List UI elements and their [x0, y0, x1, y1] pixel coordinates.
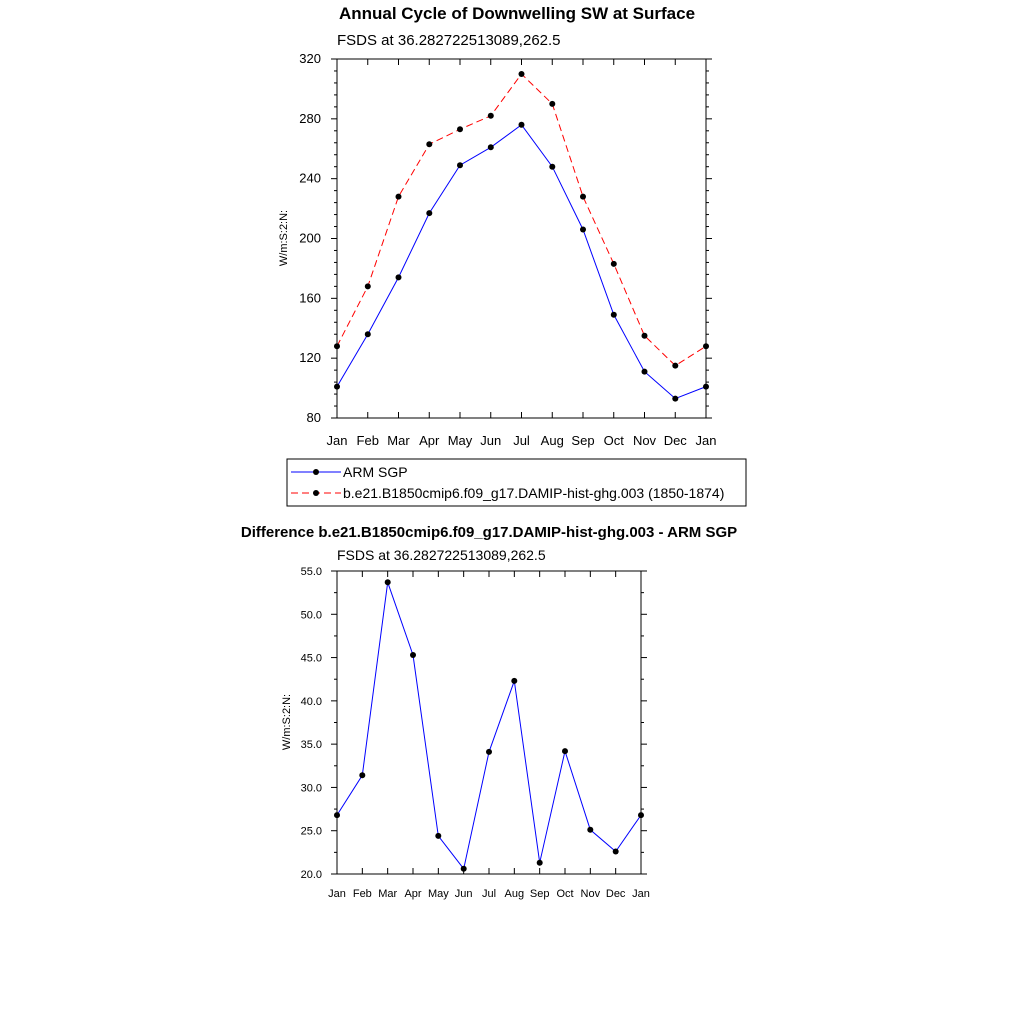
- data-point: [549, 101, 555, 107]
- y-tick-label: 280: [299, 110, 321, 126]
- y-tick-label: 30.0: [300, 782, 322, 795]
- x-tick-label: Jan: [328, 888, 346, 900]
- data-point: [537, 860, 543, 866]
- data-point: [488, 113, 494, 119]
- y-tick-label: 25.0: [300, 825, 322, 838]
- chart-title: Annual Cycle of Downwelling SW at Surface: [338, 4, 696, 23]
- data-point: [488, 144, 494, 150]
- x-tick-label: May: [427, 888, 449, 900]
- data-point: [385, 579, 391, 585]
- x-tick-label: Jan: [326, 433, 348, 448]
- data-point: [638, 812, 644, 818]
- x-tick-label: Oct: [556, 888, 574, 900]
- y-tick-label: 45.0: [300, 652, 322, 665]
- data-point: [396, 194, 402, 200]
- x-tick-label: Apr: [419, 433, 440, 448]
- y-tick-label: 55.0: [300, 566, 322, 578]
- series-line-1: [337, 74, 706, 366]
- x-tick-label: Aug: [540, 433, 564, 448]
- y-tick-label: 80: [306, 410, 321, 425]
- data-point: [365, 331, 371, 337]
- y-tick-label: 160: [299, 290, 321, 306]
- data-point: [703, 343, 709, 349]
- data-point: [457, 126, 463, 132]
- chart-subtitle: FSDS at 36.282722513089,262.5: [337, 547, 546, 563]
- y-tick-label: 200: [299, 230, 321, 246]
- plot-frame: [337, 571, 641, 874]
- x-tick-labels: [328, 888, 650, 900]
- series-markers: [334, 71, 709, 402]
- data-point: [457, 162, 463, 168]
- annual-cycle-chart: [278, 4, 746, 506]
- x-tick-label: Nov: [632, 433, 657, 448]
- chart-subtitle: FSDS at 36.282722513089,262.5: [337, 32, 561, 49]
- legend-swatch-marker: [313, 490, 319, 496]
- axis-ticks: [331, 571, 647, 874]
- y-tick-label: 50.0: [300, 609, 322, 622]
- y-tick-label: 320: [299, 51, 321, 66]
- x-tick-label: Apr: [404, 888, 422, 900]
- x-tick-label: Dec: [605, 888, 626, 900]
- x-tick-label: Jul: [481, 888, 497, 900]
- axis-ticks: [331, 59, 712, 418]
- x-tick-label: Sep: [529, 888, 550, 900]
- data-point: [334, 812, 340, 818]
- x-tick-label: Jun: [454, 888, 473, 900]
- x-tick-label: Jan: [695, 433, 717, 448]
- x-tick-label: Jun: [480, 433, 502, 448]
- difference-chart: [241, 524, 737, 900]
- y-tick-label: 20.0: [300, 869, 322, 881]
- x-tick-label: Jan: [632, 888, 650, 900]
- y-axis-label: W/m:S:2:N:: [278, 209, 290, 267]
- plot-frame: [337, 59, 706, 418]
- data-point: [672, 396, 678, 402]
- x-tick-labels: [327, 433, 717, 448]
- data-point: [642, 333, 648, 339]
- y-axis-label: W/m:S:2:N:: [281, 693, 293, 751]
- data-point: [611, 312, 617, 318]
- legend-entry-arm-sgp: [291, 464, 408, 480]
- data-point: [334, 384, 340, 390]
- y-tick-label: 40.0: [300, 695, 322, 708]
- legend: [287, 459, 746, 506]
- x-tick-label: Nov: [580, 888, 601, 900]
- data-point: [486, 749, 492, 755]
- data-point: [410, 652, 416, 658]
- x-tick-label: Mar: [387, 433, 410, 448]
- data-point: [613, 849, 619, 855]
- x-tick-label: Dec: [663, 433, 687, 448]
- data-point: [580, 227, 586, 233]
- y-tick-label: 240: [299, 170, 321, 186]
- data-point: [426, 141, 432, 147]
- data-point: [461, 866, 467, 872]
- data-point: [426, 210, 432, 216]
- x-tick-label: Feb: [356, 433, 379, 448]
- y-tick-labels: [301, 566, 322, 881]
- legend-label: ARM SGP: [343, 464, 408, 480]
- series-markers: [334, 579, 644, 872]
- data-point: [562, 748, 568, 754]
- data-point: [359, 772, 365, 778]
- data-point: [519, 71, 525, 77]
- data-point: [511, 678, 517, 684]
- legend-label: b.e21.B1850cmip6.f09_g17.DAMIP-hist-ghg.003 (1850-1874): [343, 485, 725, 501]
- data-point: [642, 369, 648, 375]
- data-point: [703, 384, 709, 390]
- x-tick-label: Sep: [571, 433, 595, 448]
- y-tick-labels: [299, 51, 321, 425]
- x-tick-label: May: [447, 433, 473, 448]
- data-point: [435, 833, 441, 839]
- x-tick-label: Feb: [352, 888, 372, 900]
- data-point: [365, 283, 371, 289]
- series-line-0: [337, 582, 641, 869]
- data-point: [580, 194, 586, 200]
- data-point: [519, 122, 525, 128]
- y-tick-label: 35.0: [300, 739, 322, 752]
- chart-title: Difference b.e21.B1850cmip6.f09_g17.DAMIP-hist-ghg.003 - ARM SGP: [240, 524, 738, 541]
- x-tick-label: Aug: [504, 888, 525, 900]
- data-point: [587, 827, 593, 833]
- x-tick-label: Mar: [378, 888, 398, 900]
- legend-swatch-marker: [313, 469, 319, 475]
- series-lines: [337, 582, 641, 869]
- legend-entry-model: [291, 485, 724, 501]
- x-tick-label: Jul: [513, 433, 530, 448]
- data-point: [396, 274, 402, 280]
- data-point: [334, 343, 340, 349]
- data-point: [611, 261, 617, 267]
- y-tick-label: 120: [299, 350, 321, 366]
- data-point: [672, 363, 678, 369]
- data-point: [549, 164, 555, 170]
- series-line-0: [337, 125, 706, 399]
- x-tick-label: Oct: [603, 433, 624, 448]
